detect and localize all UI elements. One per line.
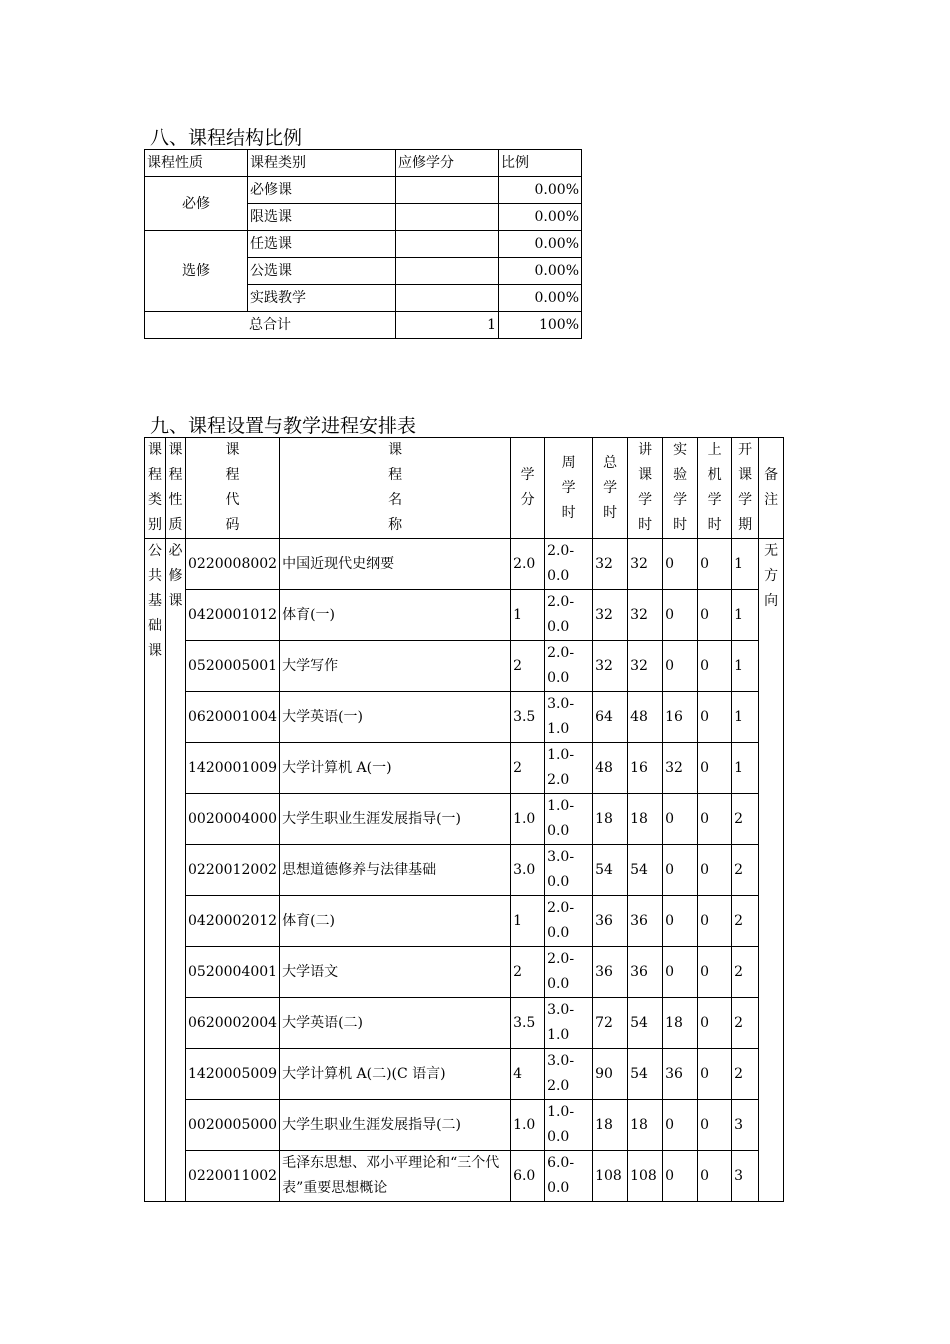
course-code: 0220011002 <box>186 1151 280 1202</box>
course-name: 大学生职业生涯发展指导(一) <box>280 794 511 845</box>
course-weekly-hours <box>545 539 593 590</box>
course-lab-hours: 0 <box>663 845 698 896</box>
table-row <box>145 692 784 743</box>
course-lab-hours: 36 <box>663 1049 698 1100</box>
course-code: 0420002012 <box>186 896 280 947</box>
course-code: 0020004000 <box>186 794 280 845</box>
course-computer-hours: 0 <box>698 692 732 743</box>
course-credit: 1 <box>511 590 545 641</box>
category-cell: 限选课 <box>248 204 396 231</box>
course-lecture-hours: 32 <box>628 539 663 590</box>
weekly-hours-line-1: 3.0- <box>547 1053 575 1069</box>
course-lab-hours: 32 <box>663 743 698 794</box>
course-weekly-hours <box>545 692 593 743</box>
course-code: 1420001009 <box>186 743 280 794</box>
course-code: 0220008002 <box>186 539 280 590</box>
credits-cell <box>396 231 499 258</box>
course-lab-hours: 0 <box>663 1100 698 1151</box>
course-total-hours: 36 <box>593 896 628 947</box>
course-credit: 1.0 <box>511 794 545 845</box>
course-total-hours: 48 <box>593 743 628 794</box>
course-code: 0520005001 <box>186 641 280 692</box>
table-row <box>145 177 582 204</box>
course-computer-hours: 0 <box>698 1151 732 1202</box>
course-name: 大学生职业生涯发展指导(二) <box>280 1100 511 1151</box>
course-term: 1 <box>732 743 759 794</box>
course-lecture-hours: 36 <box>628 896 663 947</box>
ratio-cell: 0.00% <box>499 285 582 312</box>
header-course-name: 课程名称 <box>280 438 511 539</box>
course-term: 2 <box>732 794 759 845</box>
weekly-hours-line-2: 1.0 <box>547 721 570 737</box>
header-total-hours: 总学时 <box>593 438 628 539</box>
course-term: 2 <box>732 896 759 947</box>
table-row <box>145 794 784 845</box>
course-weekly-hours <box>545 845 593 896</box>
course-credit: 3.5 <box>511 998 545 1049</box>
header-remark: 备注 <box>759 438 784 539</box>
weekly-hours-line-1: 1.0- <box>547 1104 575 1120</box>
category-cell: 必修课 <box>248 177 396 204</box>
course-credit: 3.0 <box>511 845 545 896</box>
weekly-hours-line-2: 0.0 <box>547 976 570 992</box>
course-name: 大学计算机 A(一) <box>280 743 511 794</box>
total-row <box>145 312 582 339</box>
total-ratio: 100% <box>499 312 582 339</box>
course-structure-table <box>144 149 582 339</box>
category-cell: 实践教学 <box>248 285 396 312</box>
course-term: 3 <box>732 1100 759 1151</box>
course-term: 1 <box>732 641 759 692</box>
header-nature: 课程性质 <box>145 150 248 177</box>
course-computer-hours: 0 <box>698 539 732 590</box>
course-lecture-hours: 18 <box>628 794 663 845</box>
ratio-cell: 0.00% <box>499 231 582 258</box>
weekly-hours-line-1: 2.0- <box>547 543 575 559</box>
course-total-hours: 54 <box>593 845 628 896</box>
header-weekly-hours: 周学时 <box>545 438 593 539</box>
course-name: 体育(一) <box>280 590 511 641</box>
weekly-hours-line-1: 3.0- <box>547 849 575 865</box>
header-course-code: 课程代码 <box>186 438 280 539</box>
course-code: 0020005000 <box>186 1100 280 1151</box>
course-credit: 4 <box>511 1049 545 1100</box>
table-row <box>145 947 784 998</box>
course-total-hours: 18 <box>593 1100 628 1151</box>
course-lab-hours: 18 <box>663 998 698 1049</box>
total-label: 总合计 <box>145 312 396 339</box>
course-weekly-hours <box>545 794 593 845</box>
course-lab-hours: 0 <box>663 539 698 590</box>
course-name: 思想道德修养与法律基础 <box>280 845 511 896</box>
course-total-hours: 108 <box>593 1151 628 1202</box>
course-name: 毛泽东思想、邓小平理论和“三个代表”重要思想概论 <box>280 1151 511 1202</box>
course-credit: 2 <box>511 743 545 794</box>
course-lab-hours: 16 <box>663 692 698 743</box>
course-lab-hours: 0 <box>663 1151 698 1202</box>
table-row <box>145 896 784 947</box>
course-term: 2 <box>732 845 759 896</box>
header-ratio: 比例 <box>499 150 582 177</box>
course-computer-hours: 0 <box>698 947 732 998</box>
weekly-hours-line-2: 0.0 <box>547 1129 570 1145</box>
ratio-cell: 0.00% <box>499 177 582 204</box>
course-weekly-hours <box>545 947 593 998</box>
weekly-hours-line-2: 0.0 <box>547 925 570 941</box>
course-total-hours: 32 <box>593 641 628 692</box>
course-total-hours: 32 <box>593 539 628 590</box>
course-lecture-hours: 54 <box>628 1049 663 1100</box>
nature-required: 必修 <box>145 177 248 231</box>
ratio-cell: 0.00% <box>499 204 582 231</box>
weekly-hours-line-2: 0.0 <box>547 670 570 686</box>
course-computer-hours: 0 <box>698 998 732 1049</box>
course-credit: 2 <box>511 641 545 692</box>
course-lecture-hours: 36 <box>628 947 663 998</box>
course-weekly-hours <box>545 1100 593 1151</box>
course-lab-hours: 0 <box>663 590 698 641</box>
course-code: 0620002004 <box>186 998 280 1049</box>
course-total-hours: 32 <box>593 590 628 641</box>
weekly-hours-line-2: 0.0 <box>547 1180 570 1196</box>
table-header-row <box>145 438 784 539</box>
course-term: 1 <box>732 590 759 641</box>
course-lecture-hours: 54 <box>628 845 663 896</box>
course-name: 大学英语(二) <box>280 998 511 1049</box>
course-weekly-hours <box>545 641 593 692</box>
weekly-hours-line-1: 2.0- <box>547 900 575 916</box>
section-9-title: 九、课程设置与教学进程安排表 <box>150 415 417 437</box>
course-lab-hours: 0 <box>663 641 698 692</box>
course-credit: 1.0 <box>511 1100 545 1151</box>
header-computer-hours: 上机学时 <box>698 438 732 539</box>
course-lecture-hours: 48 <box>628 692 663 743</box>
course-credit: 6.0 <box>511 1151 545 1202</box>
course-term: 2 <box>732 998 759 1049</box>
weekly-hours-line-2: 2.0 <box>547 772 570 788</box>
course-name: 大学英语(一) <box>280 692 511 743</box>
course-weekly-hours <box>545 1049 593 1100</box>
course-term: 1 <box>732 539 759 590</box>
total-credits: 1 <box>396 312 499 339</box>
course-code: 0620001004 <box>186 692 280 743</box>
weekly-hours-line-2: 2.0 <box>547 1078 570 1094</box>
header-lecture-hours: 讲课学时 <box>628 438 663 539</box>
table-row <box>145 590 784 641</box>
course-lecture-hours: 32 <box>628 590 663 641</box>
table-row <box>145 641 784 692</box>
table-row <box>145 845 784 896</box>
credits-cell <box>396 177 499 204</box>
course-computer-hours: 0 <box>698 641 732 692</box>
course-credit: 1 <box>511 896 545 947</box>
course-code: 0520004001 <box>186 947 280 998</box>
course-computer-hours: 0 <box>698 590 732 641</box>
weekly-hours-line-2: 0.0 <box>547 568 570 584</box>
course-term: 2 <box>732 1049 759 1100</box>
ratio-cell: 0.00% <box>499 258 582 285</box>
credits-cell <box>396 204 499 231</box>
course-weekly-hours <box>545 743 593 794</box>
course-computer-hours: 0 <box>698 794 732 845</box>
course-name: 大学写作 <box>280 641 511 692</box>
header-credits: 应修学分 <box>396 150 499 177</box>
course-total-hours: 36 <box>593 947 628 998</box>
weekly-hours-line-2: 0.0 <box>547 823 570 839</box>
course-lab-hours: 0 <box>663 794 698 845</box>
course-nature: 必修课 <box>166 539 186 1202</box>
header-course-category: 课程类别 <box>145 438 166 539</box>
course-term: 3 <box>732 1151 759 1202</box>
course-total-hours: 18 <box>593 794 628 845</box>
course-computer-hours: 0 <box>698 896 732 947</box>
course-weekly-hours <box>545 896 593 947</box>
weekly-hours-line-1: 1.0- <box>547 798 575 814</box>
header-credit: 学分 <box>511 438 545 539</box>
table-row <box>145 1100 784 1151</box>
course-term: 2 <box>732 947 759 998</box>
course-credit: 2 <box>511 947 545 998</box>
credits-cell <box>396 285 499 312</box>
course-total-hours: 64 <box>593 692 628 743</box>
table-row <box>145 998 784 1049</box>
course-lecture-hours: 108 <box>628 1151 663 1202</box>
course-remark: 无方向 <box>759 539 784 1202</box>
course-name: 大学计算机 A(二)(C 语言) <box>280 1049 511 1100</box>
course-computer-hours: 0 <box>698 743 732 794</box>
course-lecture-hours: 32 <box>628 641 663 692</box>
course-total-hours: 72 <box>593 998 628 1049</box>
course-weekly-hours <box>545 1151 593 1202</box>
course-name: 大学语文 <box>280 947 511 998</box>
course-credit: 3.5 <box>511 692 545 743</box>
header-category: 课程类别 <box>248 150 396 177</box>
course-computer-hours: 0 <box>698 845 732 896</box>
course-code: 0220012002 <box>186 845 280 896</box>
weekly-hours-line-2: 0.0 <box>547 619 570 635</box>
header-term: 开课学期 <box>732 438 759 539</box>
table-header-row <box>145 150 582 177</box>
header-lab-hours: 实验学时 <box>663 438 698 539</box>
course-name: 中国近现代史纲要 <box>280 539 511 590</box>
table-row <box>145 539 784 590</box>
course-credit: 2.0 <box>511 539 545 590</box>
weekly-hours-line-1: 3.0- <box>547 696 575 712</box>
course-computer-hours: 0 <box>698 1100 732 1151</box>
course-schedule-table <box>144 437 784 1202</box>
header-course-nature: 课程性质 <box>166 438 186 539</box>
course-total-hours: 90 <box>593 1049 628 1100</box>
course-category: 公共基础课 <box>145 539 166 1202</box>
course-weekly-hours <box>545 590 593 641</box>
table-row <box>145 1049 784 1100</box>
course-lab-hours: 0 <box>663 896 698 947</box>
weekly-hours-line-1: 6.0- <box>547 1155 575 1171</box>
course-lab-hours: 0 <box>663 947 698 998</box>
course-name: 体育(二) <box>280 896 511 947</box>
nature-elective: 选修 <box>145 231 248 312</box>
table-row <box>145 231 582 258</box>
course-lecture-hours: 16 <box>628 743 663 794</box>
course-term: 1 <box>732 692 759 743</box>
table-row <box>145 743 784 794</box>
course-lecture-hours: 54 <box>628 998 663 1049</box>
weekly-hours-line-2: 0.0 <box>547 874 570 890</box>
course-weekly-hours <box>545 998 593 1049</box>
weekly-hours-line-1: 2.0- <box>547 594 575 610</box>
course-computer-hours: 0 <box>698 1049 732 1100</box>
weekly-hours-line-1: 2.0- <box>547 951 575 967</box>
course-code: 1420005009 <box>186 1049 280 1100</box>
weekly-hours-line-1: 1.0- <box>547 747 575 763</box>
section-8-title: 八、课程结构比例 <box>150 127 303 149</box>
weekly-hours-line-1: 3.0- <box>547 1002 575 1018</box>
course-lecture-hours: 18 <box>628 1100 663 1151</box>
credits-cell <box>396 258 499 285</box>
weekly-hours-line-1: 2.0- <box>547 645 575 661</box>
category-cell: 任选课 <box>248 231 396 258</box>
weekly-hours-line-2: 1.0 <box>547 1027 570 1043</box>
category-cell: 公选课 <box>248 258 396 285</box>
course-code: 0420001012 <box>186 590 280 641</box>
table-row <box>145 1151 784 1202</box>
